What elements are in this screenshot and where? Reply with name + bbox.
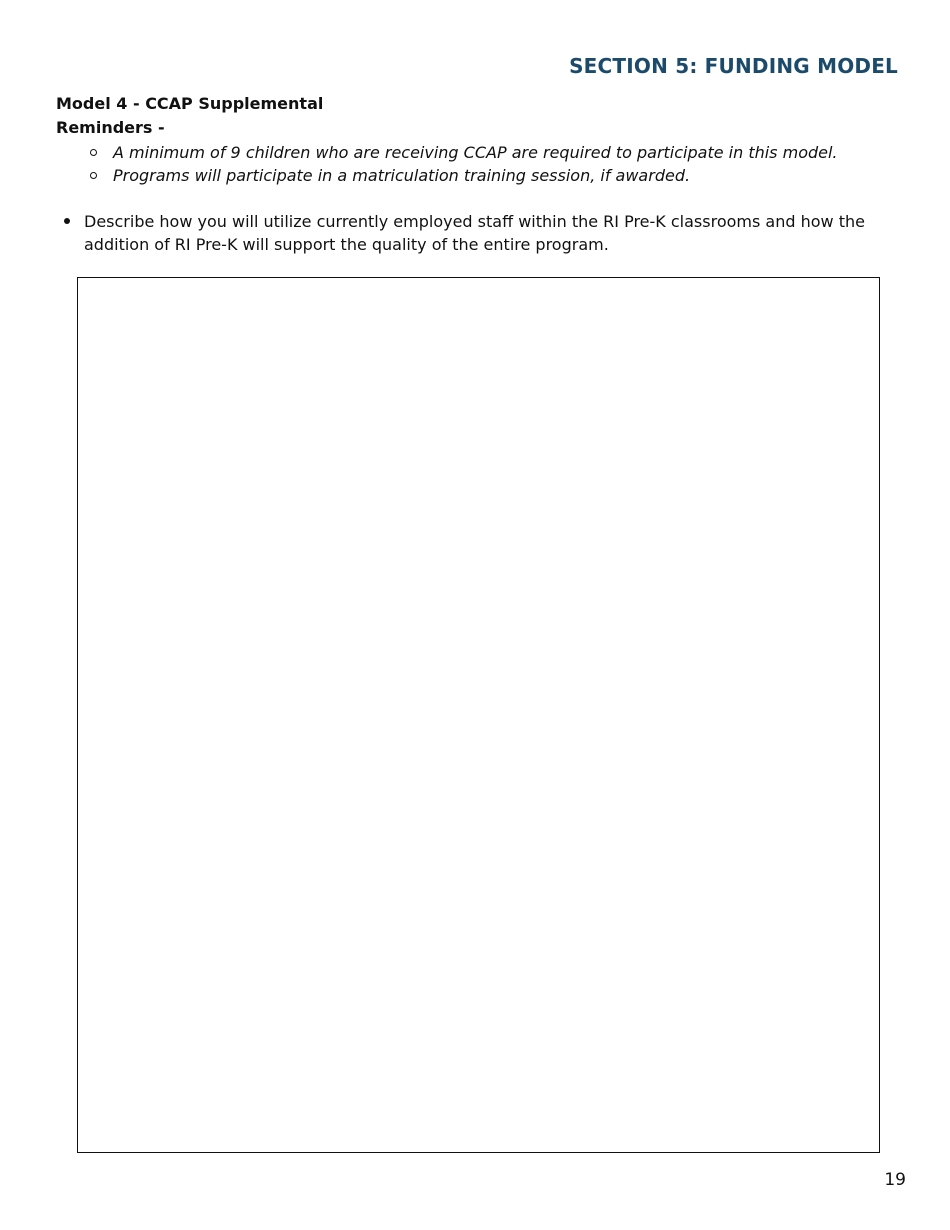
reminder-text: Programs will participate in a matriculation training session, if awarded. [113,166,691,185]
reminder-list [88,141,838,187]
answer-box[interactable] [77,277,880,1153]
reminders-label: Reminders - [56,118,165,137]
section-title: SECTION 5: FUNDING MODEL [569,54,898,78]
question-text: Describe how you will utilize currently employed staff within the RI Pre-K classrooms and how the addition of RI Pre-K will support the quality of the entire program. [84,212,865,254]
reminder-text: A minimum of 9 children who are receiving CCAP are required to participate in this model. [113,143,838,162]
model-title: Model 4 - CCAP Supplemental [56,94,324,113]
reminder-item [88,164,838,187]
hollow-bullet-icon [90,172,97,179]
reminder-item [88,141,838,164]
bullet-icon [64,218,70,224]
question-item [64,210,900,256]
page-number: 19 [884,1170,906,1190]
hollow-bullet-icon [90,149,97,156]
